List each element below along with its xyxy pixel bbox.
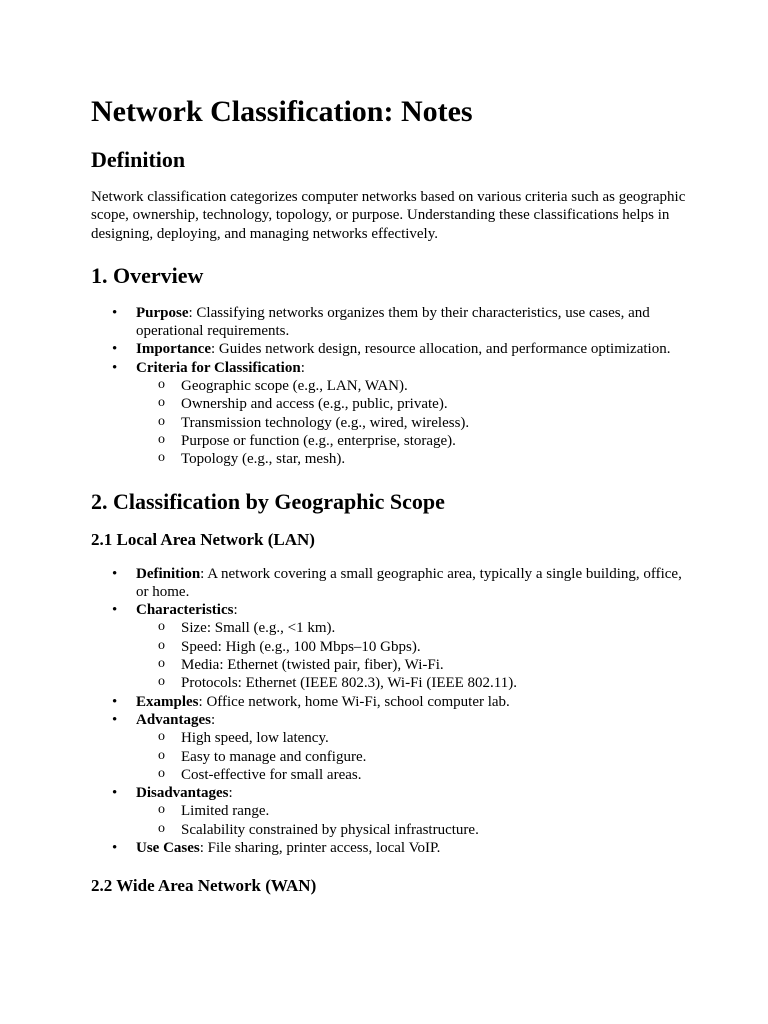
sub-list-item: o Cost-effective for small areas. (158, 765, 362, 783)
overview-list (91, 304, 691, 469)
sub-bullet-icon: o (158, 820, 165, 836)
item-label: Examples (136, 693, 199, 710)
list-item: • Definition: A network covering a small geographic area, typically a single building, office, or home. (112, 565, 682, 600)
list-item: • Advantages: o High speed, low latency. o Easy to manage and configure. o Cost-effective for small areas. (91, 711, 691, 784)
sub-bullet-icon: o (158, 637, 165, 653)
sub-bullet-icon: o (158, 395, 165, 411)
sub-list-item: o Purpose or function (e.g., enterprise, storage). (158, 431, 456, 449)
sub-list-item: o Media: Ethernet (twisted pair, fiber), Wi-Fi. (158, 656, 444, 674)
sub-list-item: o Size: Small (e.g., <1 km). (158, 619, 336, 637)
sub-list-item: o Ownership and access (e.g., public, private). (158, 395, 448, 413)
sub-bullet-icon: o (158, 802, 165, 818)
sub-list-item: o Speed: High (e.g., 100 Mbps–10 Gbps). (158, 637, 421, 655)
sub-bullet-icon: o (158, 747, 165, 763)
sub-list-item: o Geographic scope (e.g., LAN, WAN). (158, 377, 408, 395)
document-title: Network Classification: Notes (91, 95, 473, 128)
wan-heading: 2.2 Wide Area Network (WAN) (91, 876, 317, 896)
list-item: • Examples: Office network, home Wi-Fi, school computer lab. (112, 693, 510, 710)
sub-bullet-icon: o (158, 765, 165, 781)
item-text: File sharing, printer access, local VoIP. (207, 840, 441, 857)
definition-heading: Definition (91, 147, 186, 172)
sub-list-item: o Easy to manage and configure. (158, 747, 367, 765)
list-item: • Purpose: Classifying networks organizes them by their characteristics, use cases, and operational requirements. (112, 304, 650, 340)
item-label: Disadvantages (136, 785, 229, 802)
sub-list-item: o Limited range. (158, 802, 270, 820)
sub-list (136, 802, 691, 839)
sub-list (136, 619, 691, 692)
sub-list (136, 377, 691, 468)
list-item: • Characteristics: o Size: Small (e.g., <1 km). o Speed: High (e.g., 100 Mbps–10 Gbps). o Media: Ethernet (twisted pair, fiber), Wi-Fi. o Protocols: Ethernet (IEEE 802.3), Wi-Fi (IEEE 802.11). (91, 601, 691, 692)
list-item: • Use Cases: File sharing, printer access, local VoIP. (112, 840, 441, 857)
lan-heading: 2.1 Local Area Network (LAN) (91, 529, 315, 549)
list-item: • Importance: Guides network design, resource allocation, and performance optimization. (112, 341, 671, 358)
list-item: • Criteria for Classification: o Geographic scope (e.g., LAN, WAN). o Ownership and access (e.g., public, private). o Transmission technology (e.g., wired, wireless). o Purpose or function (e.g., enterprise, storage). o Topology (e.g., star, mesh). (91, 359, 691, 469)
sub-list-item: o Scalability constrained by physical infrastructure. (158, 820, 479, 838)
bullet-icon: • (112, 304, 118, 321)
item-label: Characteristics (136, 602, 234, 619)
sub-bullet-icon: o (158, 377, 165, 393)
item-label: Use Cases (136, 840, 200, 857)
sub-list-item: o High speed, low latency. (158, 729, 329, 747)
sub-bullet-icon: o (158, 431, 165, 447)
overview-heading: 1. Overview (91, 262, 204, 288)
item-label: Importance (136, 341, 211, 358)
bullet-icon: • (112, 711, 118, 728)
sub-bullet-icon: o (158, 656, 165, 672)
bullet-icon: • (112, 359, 118, 376)
sub-bullet-icon: o (158, 674, 165, 690)
bullet-icon: • (112, 602, 118, 619)
item-text: A network covering a small geographic area, typically a single building, office, or home. (136, 565, 682, 600)
document-page (91, 92, 691, 911)
bullet-icon: • (112, 693, 118, 710)
sub-bullet-icon: o (158, 729, 165, 745)
item-label: Definition (136, 565, 201, 582)
item-label: Purpose (136, 304, 189, 321)
list-item: • Disadvantages: o Limited range. o Scalability constrained by physical infrastructure. (91, 784, 691, 839)
item-text: Guides network design, resource allocation, and performance optimization. (218, 341, 671, 358)
sub-list-item: o Transmission technology (e.g., wired, wireless). (158, 413, 470, 431)
item-text: Classifying networks organizes them by their characteristics, use cases, and operational requirements. (136, 304, 650, 340)
sub-list (136, 729, 691, 784)
sub-bullet-icon: o (158, 413, 165, 429)
bullet-icon: • (112, 785, 118, 802)
item-text: Office network, home Wi-Fi, school computer lab. (206, 693, 510, 710)
definition-paragraph: Network classification categorizes computer networks based on various criteria such as geographic scope, ownership, technology, topology, or purpose. Understanding these classifications helps in designing, deploying, and managing networks effectively. (91, 189, 686, 242)
sub-list-item: o Protocols: Ethernet (IEEE 802.3), Wi-Fi (IEEE 802.11). (158, 674, 517, 692)
item-label: Advantages (136, 711, 212, 728)
geographic-heading: 2. Classification by Geographic Scope (91, 488, 445, 514)
sub-bullet-icon: o (158, 619, 165, 635)
bullet-icon: • (112, 840, 118, 857)
item-label: Criteria for Classification (136, 359, 301, 376)
bullet-icon: • (112, 341, 118, 358)
sub-list-item: o Topology (e.g., star, mesh). (158, 450, 346, 468)
sub-bullet-icon: o (158, 450, 165, 466)
lan-list (91, 565, 691, 858)
bullet-icon: • (112, 565, 118, 582)
